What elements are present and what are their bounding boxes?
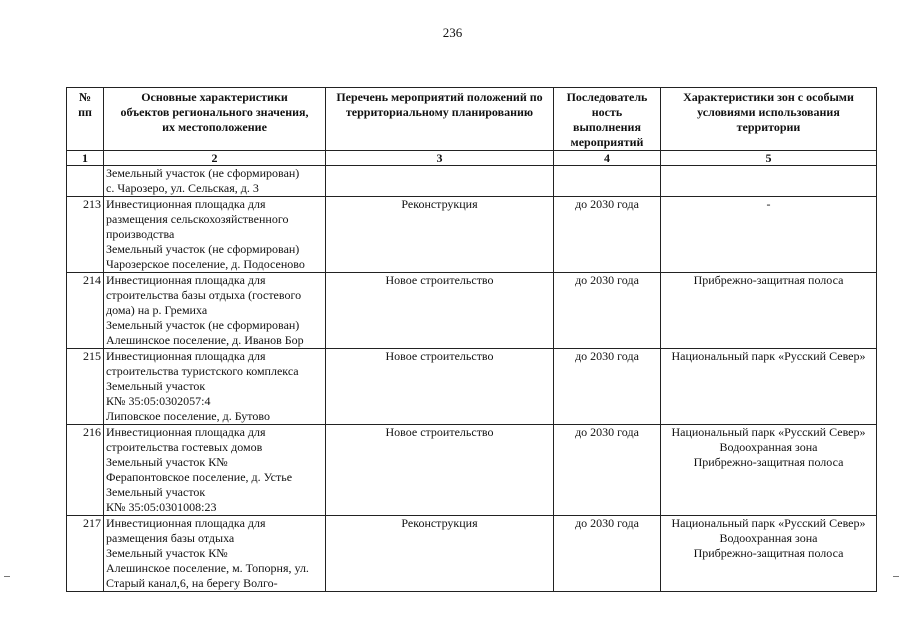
table-row — [67, 516, 877, 592]
column-number: 1 — [67, 151, 104, 166]
table-row — [67, 166, 877, 197]
zone-line: Водоохранная зона — [719, 440, 818, 454]
object-description — [104, 166, 326, 197]
object-line: дома) на р. Гремиха — [106, 303, 208, 317]
header-sequence-text: Последователь ность выполнения мероприятий — [566, 90, 648, 149]
right-scan-mark — [893, 576, 899, 577]
object-line: размещения сельскохозяйственного — [106, 212, 289, 226]
header-number — [67, 88, 104, 151]
object-line: Липовское поселение, д. Бутово — [106, 409, 270, 423]
object-line: Инвестиционная площадка для — [106, 349, 266, 363]
activity-cell: Реконструкция — [326, 516, 554, 592]
column-number: 5 — [661, 151, 877, 166]
zone-line: Национальный парк «Русский Север» — [671, 516, 866, 530]
zones-cell — [661, 516, 877, 592]
object-line: Чарозерское поселение, д. Подосеново — [106, 257, 305, 271]
table-row — [67, 349, 877, 425]
table-row — [67, 273, 877, 349]
object-line: Инвестиционная площадка для — [106, 425, 266, 439]
object-line: Алешинское поселение, м. Топорня, ул. — [106, 561, 309, 575]
period-cell: до 2030 года — [554, 273, 661, 349]
row-number: 213 — [67, 197, 104, 273]
left-scan-mark — [4, 576, 10, 577]
zone-line: Прибрежно-защитная полоса — [693, 455, 844, 469]
object-line: Земельный участок (не сформирован) — [106, 166, 300, 180]
zone-line: Национальный парк «Русский Север» — [671, 349, 866, 363]
regional-objects-table — [66, 87, 877, 592]
zones-cell — [661, 349, 877, 425]
object-line: строительства базы отдыха (гостевого — [106, 288, 302, 302]
object-line: Земельный участок — [106, 485, 206, 499]
object-line: Земельный участок — [106, 379, 206, 393]
zone-line: Водоохранная зона — [719, 531, 818, 545]
object-line: Земельный участок (не сформирован) — [106, 318, 300, 332]
column-number-row — [67, 151, 877, 166]
row-number: 217 — [67, 516, 104, 592]
object-line: Инвестиционная площадка для — [106, 273, 266, 287]
object-line: Земельный участок К№ — [106, 455, 228, 469]
row-number: 216 — [67, 425, 104, 516]
header-special-zones — [661, 88, 877, 151]
activity-cell: Новое строительство — [326, 425, 554, 516]
zone-line: Национальный парк «Русский Север» — [671, 425, 866, 439]
object-line: производства — [106, 227, 175, 241]
header-number-text: № пп — [78, 90, 92, 119]
zone-line: Прибрежно-защитная полоса — [693, 546, 844, 560]
activity-cell: Реконструкция — [326, 197, 554, 273]
object-line: К№ 35:05:0302057:4 — [106, 394, 211, 408]
activity-cell — [326, 166, 554, 197]
header-special-zones-text: Характеристики зон с особыми условиями использования территории — [683, 90, 854, 134]
zone-line: Прибрежно-защитная полоса — [693, 273, 844, 287]
period-cell: до 2030 года — [554, 197, 661, 273]
object-description — [104, 273, 326, 349]
object-line: Старый канал,6, на берегу Волго- — [106, 576, 278, 590]
period-cell: до 2030 года — [554, 349, 661, 425]
object-line: Ферапонтовское поселение, д. Устье — [106, 470, 293, 484]
object-line: Земельный участок (не сформирован) — [106, 242, 300, 256]
zones-cell — [661, 166, 877, 197]
header-object-characteristics-text: Основные характеристики объектов регионального значения, их местоположение — [120, 90, 309, 134]
column-number: 4 — [554, 151, 661, 166]
page-number: 236 — [442, 25, 463, 40]
object-line: Инвестиционная площадка для — [106, 516, 266, 530]
activity-cell: Новое строительство — [326, 349, 554, 425]
table-row — [67, 197, 877, 273]
object-line: строительства гостевых домов — [106, 440, 263, 454]
object-line: Инвестиционная площадка для — [106, 197, 266, 211]
row-number — [67, 166, 104, 197]
zone-line: - — [766, 197, 771, 211]
zones-cell — [661, 425, 877, 516]
column-number: 2 — [104, 151, 326, 166]
table-row — [67, 425, 877, 516]
object-line: размещения базы отдыха — [106, 531, 235, 545]
header-object-characteristics — [104, 88, 326, 151]
object-line: с. Чарозеро, ул. Сельская, д. 3 — [106, 181, 259, 195]
object-line: Земельный участок К№ — [106, 546, 228, 560]
object-description — [104, 197, 326, 273]
header-activities-text: Перечень мероприятий положений по территориальному планированию — [336, 90, 543, 119]
header-activities — [326, 88, 554, 151]
header-sequence — [554, 88, 661, 151]
column-number: 3 — [326, 151, 554, 166]
object-line: Алешинское поселение, д. Иванов Бор — [106, 333, 304, 347]
object-description — [104, 425, 326, 516]
row-number: 215 — [67, 349, 104, 425]
row-number: 214 — [67, 273, 104, 349]
object-description — [104, 516, 326, 592]
object-line: строительства туристского комплекса — [106, 364, 299, 378]
period-cell: до 2030 года — [554, 425, 661, 516]
period-cell — [554, 166, 661, 197]
object-line: К№ 35:05:0301008:23 — [106, 500, 217, 514]
period-cell: до 2030 года — [554, 516, 661, 592]
zones-cell — [661, 197, 877, 273]
activity-cell: Новое строительство — [326, 273, 554, 349]
object-description — [104, 349, 326, 425]
zones-cell — [661, 273, 877, 349]
